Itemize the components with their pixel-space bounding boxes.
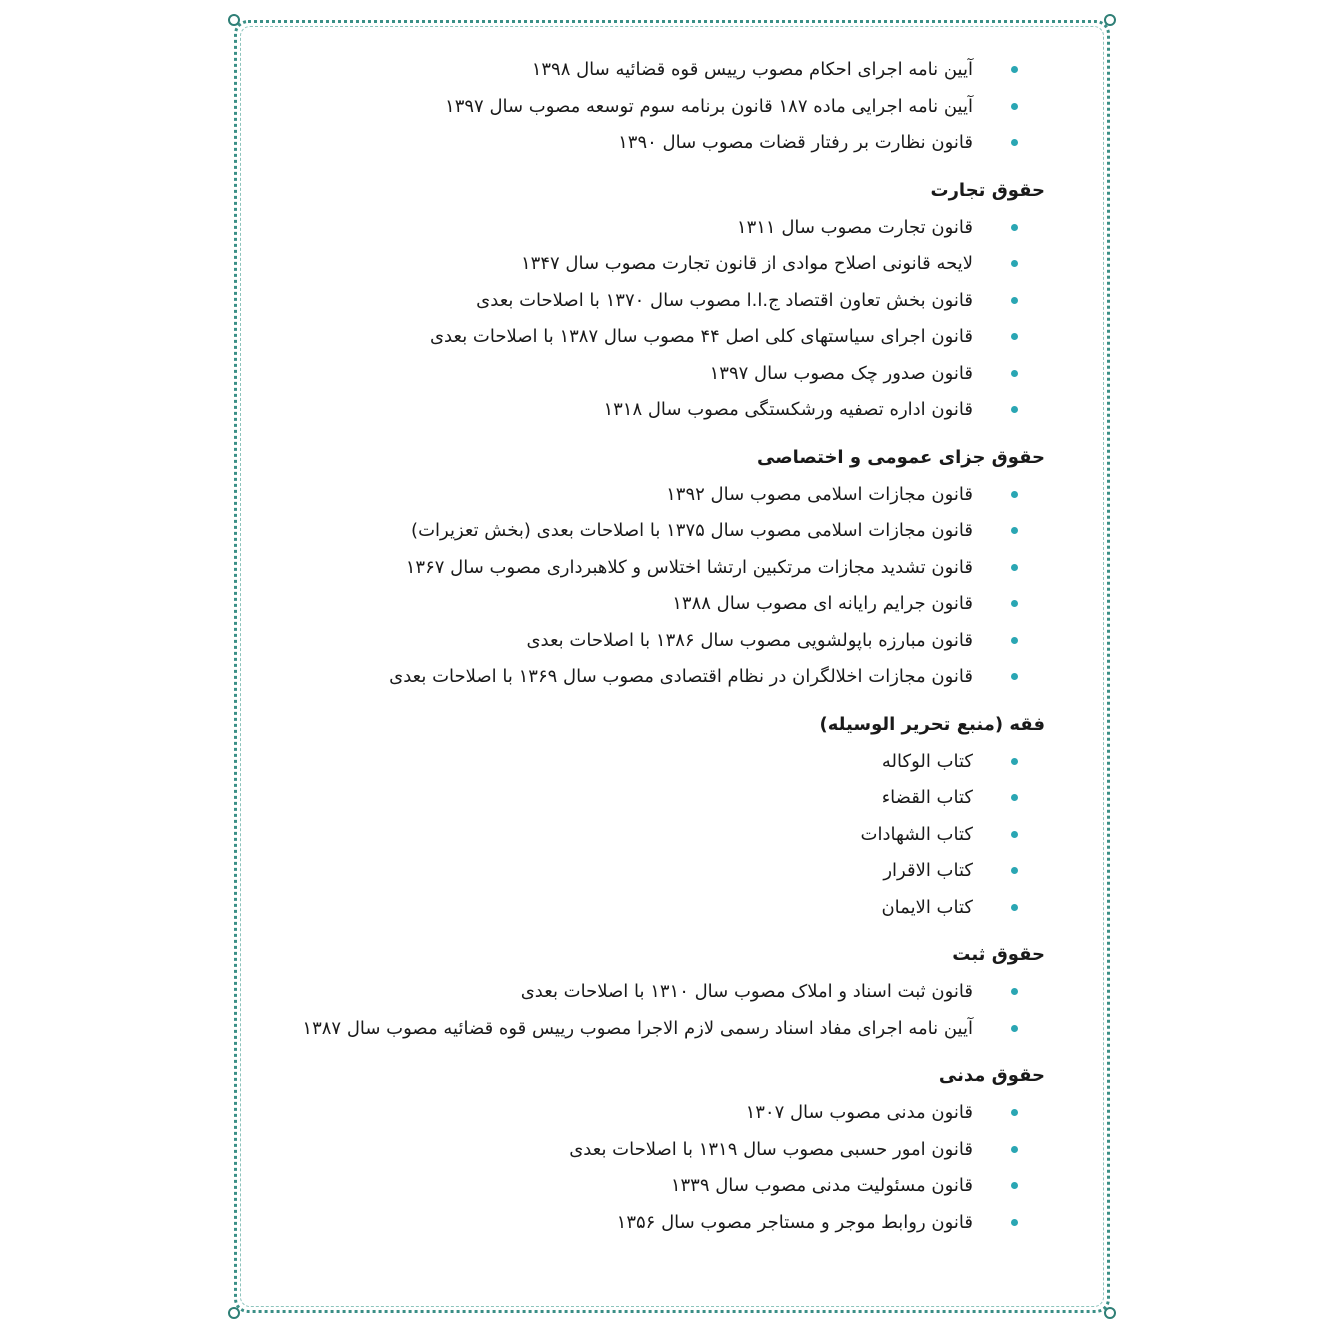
section-list [300,974,1045,1047]
list-item [300,1168,1045,1205]
list-item [300,283,1045,320]
list-item-text: قانون تجارت مصوب سال ۱۳۱۱ [736,216,973,238]
bullet-icon [1011,1182,1018,1189]
list-item [300,974,1045,1011]
list-item-text: قانون نظارت بر رفتار قضات مصوب سال ۱۳۹۰ [618,132,973,153]
section-criminal-law [300,445,1045,696]
list-item-text: کتاب الایمان [881,896,973,918]
list-item [300,780,1045,817]
list-item-text: قانون صدور چک مصوب سال ۱۳۹۷ [709,362,973,384]
bullet-icon [1011,600,1018,607]
section-commercial-law [300,178,1045,429]
section-list [300,744,1045,927]
bullet-icon [1011,637,1018,644]
list-item-text: لایحه قانونی اصلاح موادی از قانون تجارت مصوب سال ۱۳۴۷ [520,253,973,274]
bullet-icon [1011,224,1018,231]
section-title: حقوق مدنی [938,1065,1045,1086]
list-item-text: قانون مسئولیت مدنی مصوب سال ۱۳۳۹ [670,1175,973,1196]
list-item [300,319,1045,356]
corner-ornament-icon [1104,14,1116,26]
list-item [300,89,1045,126]
list-item [300,659,1045,696]
list-item-text: قانون جرایم رایانه ای مصوب سال ۱۳۸۸ [672,593,973,614]
bullet-icon [1011,297,1018,304]
list-item-text: قانون ثبت اسناد و املاک مصوب سال ۱۳۱۰ با اصلاحات بعدی [520,981,973,1002]
list-item [300,210,1045,247]
bullet-icon [1011,904,1018,911]
bullet-icon [1011,527,1018,534]
list-item [300,477,1045,514]
list-item [300,125,1045,162]
bullet-icon [1011,988,1018,995]
document-body [300,52,1045,1241]
section-fiqh [300,712,1045,927]
corner-ornament-icon [228,14,240,26]
list-item-text: قانون مجازات اسلامی مصوب سال ۱۳۹۲ [666,483,973,505]
section-title: حقوق جزای عمومی و اختصاصی [757,446,1045,468]
list-item-text: قانون امور حسبی مصوب سال ۱۳۱۹ با اصلاحات بعدی [569,1138,973,1160]
list-item-text: کتاب الشهادات [860,823,973,845]
section-civil-law [300,1063,1045,1241]
section-list [300,210,1045,429]
bullet-icon [1011,794,1018,801]
section-title: حقوق ثبت [952,944,1045,965]
bullet-icon [1011,66,1018,73]
list-item [300,513,1045,550]
corner-ornament-icon [1104,1307,1116,1319]
list-item [300,890,1045,927]
list-item [300,246,1045,283]
list-item-text: کتاب الاقرار [883,860,973,881]
bullet-icon [1011,564,1018,571]
list-item-text: آیین نامه اجرایی ماده ۱۸۷ قانون برنامه سوم توسعه مصوب سال ۱۳۹۷ [445,95,973,117]
bullet-icon [1011,1109,1018,1116]
list-item-text: قانون تشدید مجازات مرتکبین ارتشا اختلاس و کلاهبرداری مصوب سال ۱۳۶۷ [405,556,973,578]
list-item [300,1132,1045,1169]
list-item-text: قانون روابط موجر و مستاجر مصوب سال ۱۳۵۶ [616,1211,973,1233]
list-item [300,1205,1045,1242]
list-item [300,623,1045,660]
list-item [300,392,1045,429]
bullet-icon [1011,1219,1018,1226]
list-item [300,586,1045,623]
list-item-text: کتاب القضاء [881,787,973,808]
bullet-icon [1011,333,1018,340]
list-item-text: قانون مجازات اسلامی مصوب سال ۱۳۷۵ با اصلاحات بعدی (بخش تعزیرات) [411,520,973,541]
bullet-icon [1011,260,1018,267]
bullet-icon [1011,831,1018,838]
list-item-text: قانون اجرای سیاستهای کلی اصل ۴۴ مصوب سال ۱۳۸۷ با اصلاحات بعدی [429,326,973,347]
list-item-text: قانون اداره تصفیه ورشکستگی مصوب سال ۱۳۱۸ [603,399,973,420]
bullet-icon [1011,139,1018,146]
list-item [300,1095,1045,1132]
bullet-icon [1011,758,1018,765]
section-title: حقوق تجارت [930,179,1045,201]
list-item-text: قانون مجازات اخلالگران در نظام اقتصادی مصوب سال ۱۳۶۹ با اصلاحات بعدی [389,666,973,687]
section-list [300,477,1045,696]
list-item [300,52,1045,89]
list-item [300,817,1045,854]
bullet-icon [1011,103,1018,110]
list-item [300,744,1045,781]
list-item [300,853,1045,890]
list-item-text: قانون مدنی مصوب سال ۱۳۰۷ [745,1102,973,1123]
list-item-text: کتاب الوکاله [881,750,973,772]
bullet-icon [1011,370,1018,377]
section-list [300,1095,1045,1241]
list-item-text: آیین نامه اجرای احکام مصوب رییس قوه قضائیه سال ۱۳۹۸ [531,59,973,80]
list-item-text: قانون مبارزه باپولشویی مصوب سال ۱۳۸۶ با اصلاحات بعدی [526,629,973,651]
bullet-icon [1011,1146,1018,1153]
section-registration-law [300,942,1045,1047]
bullet-icon [1011,673,1018,680]
list-item [300,356,1045,393]
list-item-text: قانون بخش تعاون اقتصاد ج.ا.ا مصوب سال ۱۳۷۰ با اصلاحات بعدی [476,289,973,311]
list-item-text: آیین نامه اجرای مفاد اسناد رسمی لازم الاجرا مصوب رییس قوه قضائیه مصوب سال ۱۳۸۷ [302,1017,973,1039]
bullet-icon [1011,867,1018,874]
bullet-icon [1011,491,1018,498]
bullet-icon [1011,1025,1018,1032]
bullet-icon [1011,406,1018,413]
intro-list [300,52,1045,162]
list-item [300,550,1045,587]
corner-ornament-icon [228,1307,240,1319]
list-item [300,1011,1045,1048]
section-title: فقه (منبع تحریر الوسیله) [819,713,1045,735]
